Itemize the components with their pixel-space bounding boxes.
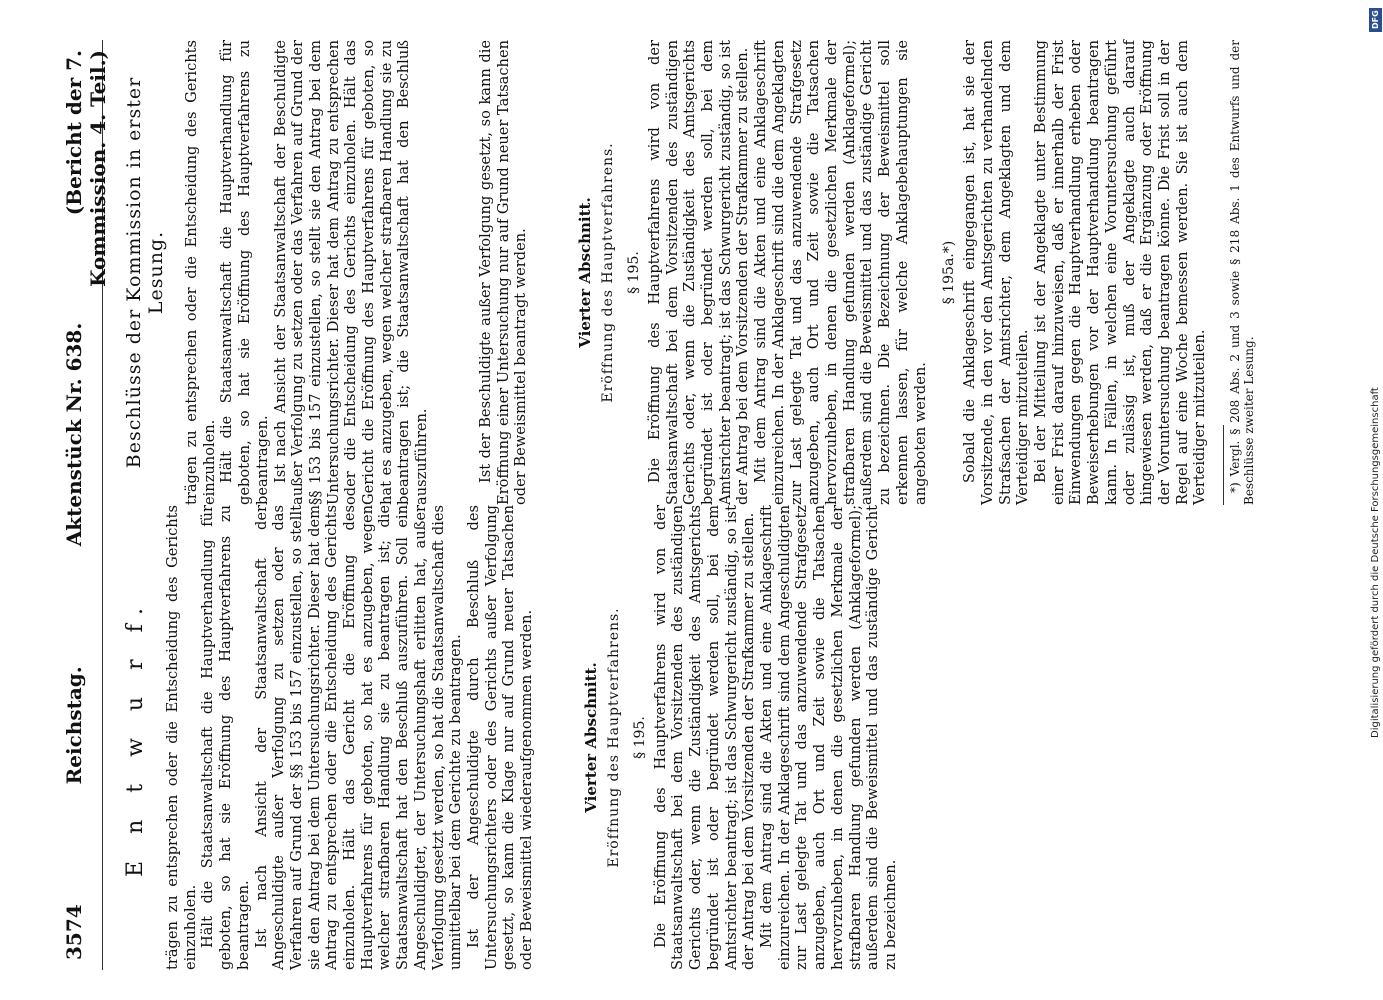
columns (111, 40, 1256, 970)
paragraph: Hält die Staatsanwaltschaft die Hauptverhandlung für geboten, so hat sie Eröffnung des Hauptverfahrens zu beantragen. (218, 40, 271, 505)
paragraph: Ist der Angeschuldigte durch Beschluß des Untersuchungsrichters oder des Gerichts außer Verfolgung gesetzt, so kann die Klage nur auf Grund neuer Tatsachen oder Beweismittel wiederaufgenommen werden. (464, 505, 536, 970)
dfg-logo: DFG (1369, 8, 1382, 32)
right-column (111, 40, 1256, 505)
left-column (111, 505, 1256, 970)
page-number: 3574 (62, 904, 86, 960)
footnote-rule (1223, 425, 1224, 505)
digitization-note: Digitalisierung gefördert durch die Deutsche Forschungsgemeinschaft (1370, 387, 1381, 738)
paragraph: Mit dem Antrag sind die Akten und eine Anklageschrift einzureichen. In der Anklageschrift sind die dem Angeklagten zur Last gelegte Tat und das anzuwendende Strafgesetz anzugeben, auch Ort und Zeit sowie die Tatsachen hervorzuheben, in denen die gesetzlichen Merkmale der strafbaren Handlung gefunden werden (Anklageformel); außerdem sind die Beweismittel und das zuständige Gericht zu bezeichnen. Die Bezeichnung der Beweismittel soll erkennen lassen, für welche Anklagebehauptungen sie angeboten werden. (752, 40, 929, 505)
paragraph: Sobald die Anklageschrift eingegangen ist, hat sie der Vorsitzende, in den vor den Amtsgerichten zu verhandelnden Strafsachen der Amtsrichter, dem Angeklagten und dem Verteidiger mitzuteilen. (961, 40, 1032, 505)
section-subheading: Eröffnung des Hauptverfahrens. (599, 142, 616, 403)
paragraph: Ist der Beschuldigte außer Verfolgung gesetzt, so kann die Eröffnung einer Untersuchung nur auf Grund neuer Tatsachen oder Beweismittel beantragt werden. (476, 40, 530, 505)
paragraph: Mit dem Antrag sind die Akten und eine Anklageschrift einzureichen. In der Anklageschrift sind dem Angeschuldigten zur Last gelegte Tat und das anzuwendende Strafgesetz anzugeben, auch Ort und Zeit sowie die Tatsachen hervorzuheben, in denen die gesetzlichen Merkmale der strafbaren Handlung gefunden werden (Anklageformel); außerdem sind die Beweismittel und das zuständige Gericht zu bezeichnen. (757, 505, 899, 970)
header-report: (Bericht der 7. Kommission. 4. Teil.) (62, 50, 110, 287)
section-heading: Vierter Abschnitt. (581, 662, 600, 813)
paragraph: trägen zu entsprechen oder die Entscheidung des Gerichts einzuholen. (183, 40, 218, 505)
section-heading: Vierter Abschnitt. (575, 197, 594, 348)
paragraph: Die Eröffnung des Hauptverfahrens wird von der Staatsanwaltschaft bei dem Vorsitzenden des zuständigen Gerichts oder, wenn die Zuständigkeit des Amtsgerichts begründet ist oder begründet werden soll, bei dem Amtsrichter beantragt; ist das Schwurgericht zuständig, so ist der Antrag bei dem Vorsitzenden der Strafkammer zu stellen. (645, 40, 752, 505)
paragraph: Die Eröffnung des Hauptverfahrens wird von der Staatsanwaltschaft bei dem Vorsitzenden des zuständigen Gerichts oder, wenn die Zuständigkeit des Amtsgerichts begründet ist oder begründet werden soll, bei dem Amtsrichter beantragt; ist das Schwurgericht zuständig, so ist der Antrag bei dem Vorsitzenden der Strafkammer zu stellen. (651, 505, 758, 970)
paragraph-number: § 195. (625, 251, 642, 294)
paragraph-number: § 195. (631, 716, 648, 759)
paragraph: Ist nach Ansicht der Staatsanwaltschaft der Beschuldigte außer Verfolgung zu setzen oder das Verfahren auf Grund der §§ 153 bis 157 einzustellen, so stellt sie den Antrag bei dem Untersuchungsrichter. Dieser hat dem Antrag zu entsprechen oder die Entscheidung des Gerichts einzuholen. Hält das Gericht die Eröffnung des Hauptverfahrens für geboten, so hat es anzugeben, wegen welcher strafbaren Handlung sie zu beantragen ist; die Staatsanwaltschaft hat den Beschluß auszuführen. (271, 40, 431, 505)
paragraph: Bei der Mitteilung ist der Angeklagte unter Bestimmung einer Frist darauf hinzuweisen, daß er innerhalb der Frist Einwendungen gegen die Hauptverhandlung erheben oder Beweiserhebungen vor der Hauptverhandlung beantragen kann. In Fällen, in welchen eine Voruntersuchung geführt oder zulässig ist, muß der Angeklagte auch darauf hingewiesen werden, daß er die Ergänzung oder Eröffnung der Voruntersuchung beantragen könne. Die Frist soll in der Regel auf eine Woche bemessen werden. Sie ist auch dem Verteidiger mitzuteilen. (1032, 40, 1209, 505)
paragraph: Ist nach Ansicht der Staatsanwaltschaft der Angeschuldigte außer Verfolgung zu setzen oder das Verfahren auf Grund der §§ 153 bis 157 einzustellen, so stellt sie den Antrag bei dem Untersuchungsrichter. Dieser hat dem Antrag zu entsprechen oder die Entscheidung des Gerichts einzuholen. Hält das Gericht die Eröffnung des Hauptverfahrens für geboten, so hat es anzugeben, wegen welcher strafbaren Handlung sie zu beantragen ist; die Staatsanwaltschaft hat den Beschluß auszuführen. Soll ein Angeschuldigter, der Untersuchungshaft erlitten hat, außer Verfolgung gesetzt werden, so hat die Staatsanwaltschaft dies unmittelbar bei dem Gerichte zu beantragen. (252, 505, 465, 970)
right-column-title: Beschlüsse der Kommission in erster Lesung. (123, 76, 167, 469)
footnote: *) Vergl. § 208 Abs. 2 und 3 sowie § 218 Abs. 1 des Entwurfs und der Beschlüsse zweiter Lesung. (1228, 40, 1257, 505)
paragraph: trägen zu entsprechen oder die Entscheidung des Gerichts einzuholen. (164, 505, 199, 970)
paragraph: Hält die Staatsanwaltschaft die Hauptverhandlung für geboten, so hat sie Eröffnung des Hauptverfahrens zu beantragen. (199, 505, 252, 970)
paragraph-number: § 195a.*) (941, 240, 958, 305)
left-column-title: E n t w u r f. (123, 598, 148, 877)
section-subheading: Eröffnung des Hauptverfahrens. (605, 607, 622, 868)
header-document: Aktenstück Nr. 638. (62, 322, 86, 547)
header-label: Reichstag. (62, 666, 86, 785)
page-header (62, 40, 110, 970)
